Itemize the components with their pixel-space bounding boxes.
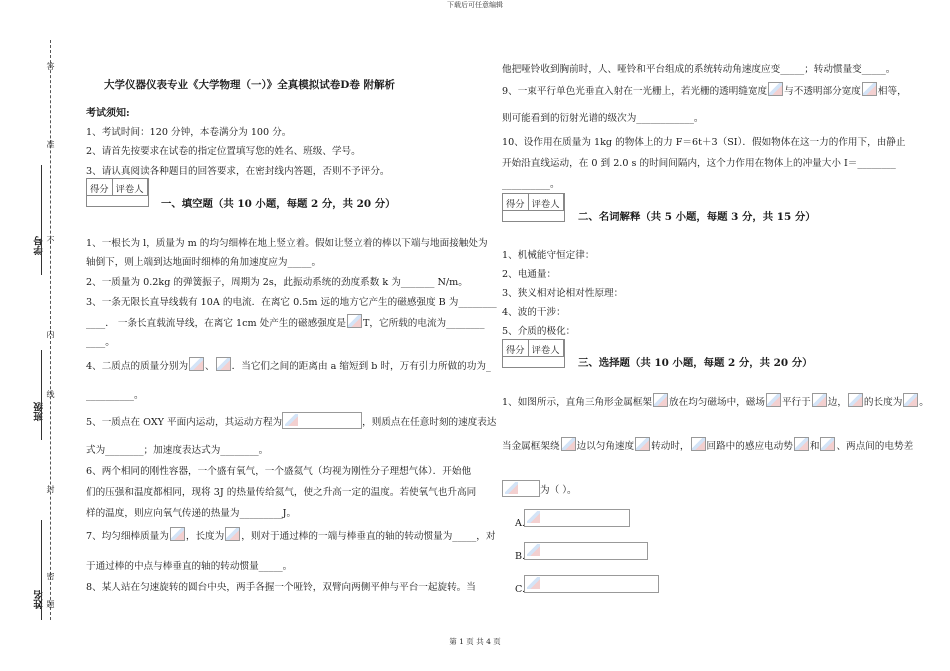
question-line bbox=[86, 314, 485, 329]
score-box bbox=[502, 193, 565, 211]
formula-image-icon bbox=[527, 577, 540, 589]
question-line: 3、一条无限长直导线载有 10A 的电流．在离它 0.5m 远的地方它产生的磁感强度 B 为________ bbox=[86, 297, 497, 308]
question-line: 2、一质量为 0.2kg 的弹簧振子，周期为 2s，此振动系统的劲度系数 k 为_______ N/m。 bbox=[86, 277, 468, 288]
option-c-formula[interactable] bbox=[524, 575, 659, 593]
formula-image-icon bbox=[635, 437, 650, 451]
question-text: ，长度为 bbox=[185, 531, 225, 542]
question-text: 。 bbox=[919, 397, 929, 408]
formula-image-icon bbox=[862, 82, 877, 96]
score-box bbox=[86, 178, 149, 196]
formula-image-icon bbox=[820, 437, 835, 451]
option-label: C. bbox=[515, 584, 526, 595]
question-line: __________。 bbox=[502, 179, 560, 190]
class-label: 班级 bbox=[34, 402, 45, 421]
formula-image-icon bbox=[347, 314, 362, 328]
question-line: 8、某人站在匀速旋转的圆台中央，两手各握一个哑铃，双臂向两侧平伸与平台一起旋转。当 bbox=[86, 582, 476, 593]
question-line bbox=[502, 393, 929, 408]
formula-image-icon bbox=[505, 482, 518, 494]
question-text: 4、二质点的质量分别为 bbox=[86, 361, 189, 372]
notice-item: 2、请首先按要求在试卷的指定位置填写您的姓名、班级、学号。 bbox=[86, 146, 361, 157]
header-note: 下载后可任意编辑 bbox=[447, 1, 503, 9]
formula-image-icon bbox=[903, 393, 918, 407]
question-text: ．当它们之间的距离由 a 缩短到 b 时，万有引力所做的功为_ bbox=[231, 361, 491, 372]
formula-image-icon bbox=[691, 437, 706, 451]
exam-title: 大学仪器仪表专业《大学物理（一）》全真模拟试卷D卷 附解析 bbox=[104, 79, 396, 91]
score-label: 得分 bbox=[503, 194, 529, 210]
term-item: 1、机械能守恒定律： bbox=[502, 250, 595, 261]
question-line: 们的压强和温度都相同，现将 3J 的热量传给氦气，使之升高一定的温度。若使氧气也升高同 bbox=[86, 487, 477, 498]
question-line: 轴倒下，则上端到达地面时细棒的角加速度应为_____。 bbox=[86, 257, 322, 268]
term-item: 5、介质的极化： bbox=[502, 326, 576, 337]
question-line bbox=[502, 480, 577, 497]
score-label: 得分 bbox=[503, 340, 529, 356]
notice-item: 3、请认真阅读各种题目的回答要求，在密封线内答题，否则不予评分。 bbox=[86, 166, 390, 177]
formula-image-icon bbox=[653, 393, 668, 407]
question-line: 他把哑铃收到胸前时，人、哑铃和平台组成的系统转动角速度应变_____；转动惯量变_____。 bbox=[502, 64, 896, 75]
name-line bbox=[41, 520, 42, 620]
formula-image-icon bbox=[768, 82, 783, 96]
option-a-formula[interactable] bbox=[524, 509, 630, 527]
option-label: B. bbox=[515, 551, 526, 562]
formula-box bbox=[502, 480, 540, 497]
question-text: 1、如图所示，直角三角形金属框架 bbox=[502, 397, 653, 408]
score-box bbox=[502, 339, 565, 357]
formula-image-icon bbox=[527, 511, 540, 523]
name-label: 姓名 bbox=[34, 590, 45, 609]
question-text: 9、一束平行单色光垂直入射在一光栅上，若光栅的透明缝宽度 bbox=[502, 86, 768, 97]
binding-dot-char: 不 bbox=[46, 236, 55, 244]
question-text: T，它所载的电流为________ bbox=[362, 318, 485, 329]
question-line: 1、一根长为 l，质量为 m 的均匀细棒在地上竖立着。假如让竖立着的棒以下端与地面接触处为 bbox=[86, 238, 488, 249]
option-label: A. bbox=[515, 518, 525, 529]
formula-box bbox=[282, 412, 362, 429]
student-id-line bbox=[41, 165, 42, 275]
binding-dot-char: 准 bbox=[46, 140, 55, 148]
grader-label: 评卷人 bbox=[529, 194, 564, 210]
question-text: ____． 一条长直载流导线，在离它 1cm 处产生的磁感强度是 bbox=[86, 318, 346, 329]
formula-image-icon bbox=[225, 527, 240, 541]
question-text: 回路中的感应电动势 bbox=[706, 441, 793, 452]
grader-label: 评卷人 bbox=[529, 340, 564, 356]
section-title: 三、选择题（共 10 小题，每题 2 分，共 20 分） bbox=[578, 357, 813, 369]
formula-image-icon bbox=[527, 544, 540, 556]
formula-image-icon bbox=[216, 357, 231, 371]
question-line: 开始沿直线运动，在 0 到 2.0 s 的时间间隔内，这个力作用在物体上的冲量大小 I＝________ bbox=[502, 158, 896, 169]
question-line: 10、设作用在质量为 1kg 的物体上的力 F＝6t＋3（SI）．假如物体在这一力的作用下，由静止 bbox=[502, 137, 906, 148]
section-title: 一、填空题（共 10 小题，每题 2 分，共 20 分） bbox=[161, 198, 396, 210]
option-b-formula[interactable] bbox=[524, 542, 648, 560]
binding-margin bbox=[0, 40, 62, 620]
grader-label: 评卷人 bbox=[113, 179, 148, 195]
question-line: __________。 bbox=[86, 390, 144, 401]
question-text: 平行于 bbox=[781, 397, 811, 408]
question-line: 于通过棒的中点与棒垂直的轴的转动惯量_____。 bbox=[86, 561, 293, 572]
question-text: 和 bbox=[809, 441, 820, 452]
question-text: 放在均匀磁场中，磁场 bbox=[669, 397, 765, 408]
question-text: 为（ ）。 bbox=[540, 485, 577, 496]
binding-dot-char: 题 bbox=[46, 600, 55, 608]
question-line bbox=[86, 357, 491, 372]
question-text: 5、一质点在 OXY 平面内运动，其运动方程为 bbox=[86, 417, 283, 428]
formula-image-icon bbox=[766, 393, 781, 407]
question-text: 边以匀角速度 bbox=[576, 441, 635, 452]
term-item: 3、狭义相对论相对性原理： bbox=[502, 288, 624, 299]
formula-image-icon bbox=[812, 393, 827, 407]
question-line: 6、两个相同的刚性容器，一个盛有氧气，一个盛氦气（均视为刚性分子理想气体）．开始他 bbox=[86, 466, 472, 477]
notice-item: 1、考试时间：120 分钟，本卷满分为 100 分。 bbox=[86, 127, 292, 138]
term-item: 2、电通量： bbox=[502, 269, 557, 280]
binding-dot-char: 线 bbox=[46, 390, 55, 398]
question-text: 的长度为 bbox=[863, 397, 903, 408]
formula-image-icon bbox=[794, 437, 809, 451]
question-text: 相等， bbox=[877, 86, 907, 97]
question-text: 转动时， bbox=[651, 441, 690, 452]
section-title: 二、名词解释（共 5 小题，每题 3 分，共 15 分） bbox=[578, 211, 816, 223]
formula-image-icon bbox=[189, 357, 204, 371]
question-text: ，则质点在任意时刻的速度表达 bbox=[362, 417, 497, 428]
question-line bbox=[502, 82, 907, 97]
question-text: 与不透明部分宽度 bbox=[784, 86, 861, 97]
score-blank-row bbox=[502, 211, 565, 222]
formula-image-icon bbox=[170, 527, 185, 541]
binding-dot-char: 内 bbox=[46, 330, 55, 338]
question-line bbox=[86, 527, 495, 542]
binding-dot-char: 答 bbox=[46, 62, 55, 70]
formula-image-icon bbox=[285, 414, 298, 426]
page-footer: 第 1 页 共 4 页 bbox=[449, 637, 501, 646]
question-text: 边， bbox=[827, 397, 847, 408]
question-text: 7、均匀细棒质量为 bbox=[86, 531, 169, 542]
score-blank-row bbox=[502, 357, 565, 368]
question-line bbox=[502, 437, 913, 452]
question-line bbox=[86, 412, 496, 429]
class-line bbox=[41, 350, 42, 440]
student-id-label: 学号 bbox=[34, 236, 45, 255]
binding-dot-char: 封 bbox=[46, 485, 55, 493]
term-item: 4、波的干涉： bbox=[502, 307, 566, 318]
score-blank-row bbox=[86, 196, 149, 207]
formula-image-icon bbox=[561, 437, 576, 451]
question-line: 则可能看到的衍射光谱的级次为____________。 bbox=[502, 113, 704, 124]
question-text: 当金属框架绕 bbox=[502, 441, 560, 452]
binding-dot-char: 密 bbox=[46, 572, 55, 580]
notice-heading: 考试须知: bbox=[86, 108, 130, 119]
question-line: ____。 bbox=[86, 337, 115, 348]
question-line: 样的温度，则应向氧气传递的热量为_________J。 bbox=[86, 508, 297, 519]
question-text: 、两点间的电势差 bbox=[836, 441, 914, 452]
formula-image-icon bbox=[848, 393, 863, 407]
question-line: 式为________；加速度表达式为________。 bbox=[86, 445, 269, 456]
score-label: 得分 bbox=[87, 179, 113, 195]
question-text: 、 bbox=[205, 361, 215, 372]
question-text: ，则对于通过棒的一端与棒垂直的轴的转动惯量为_____，对 bbox=[241, 531, 496, 542]
